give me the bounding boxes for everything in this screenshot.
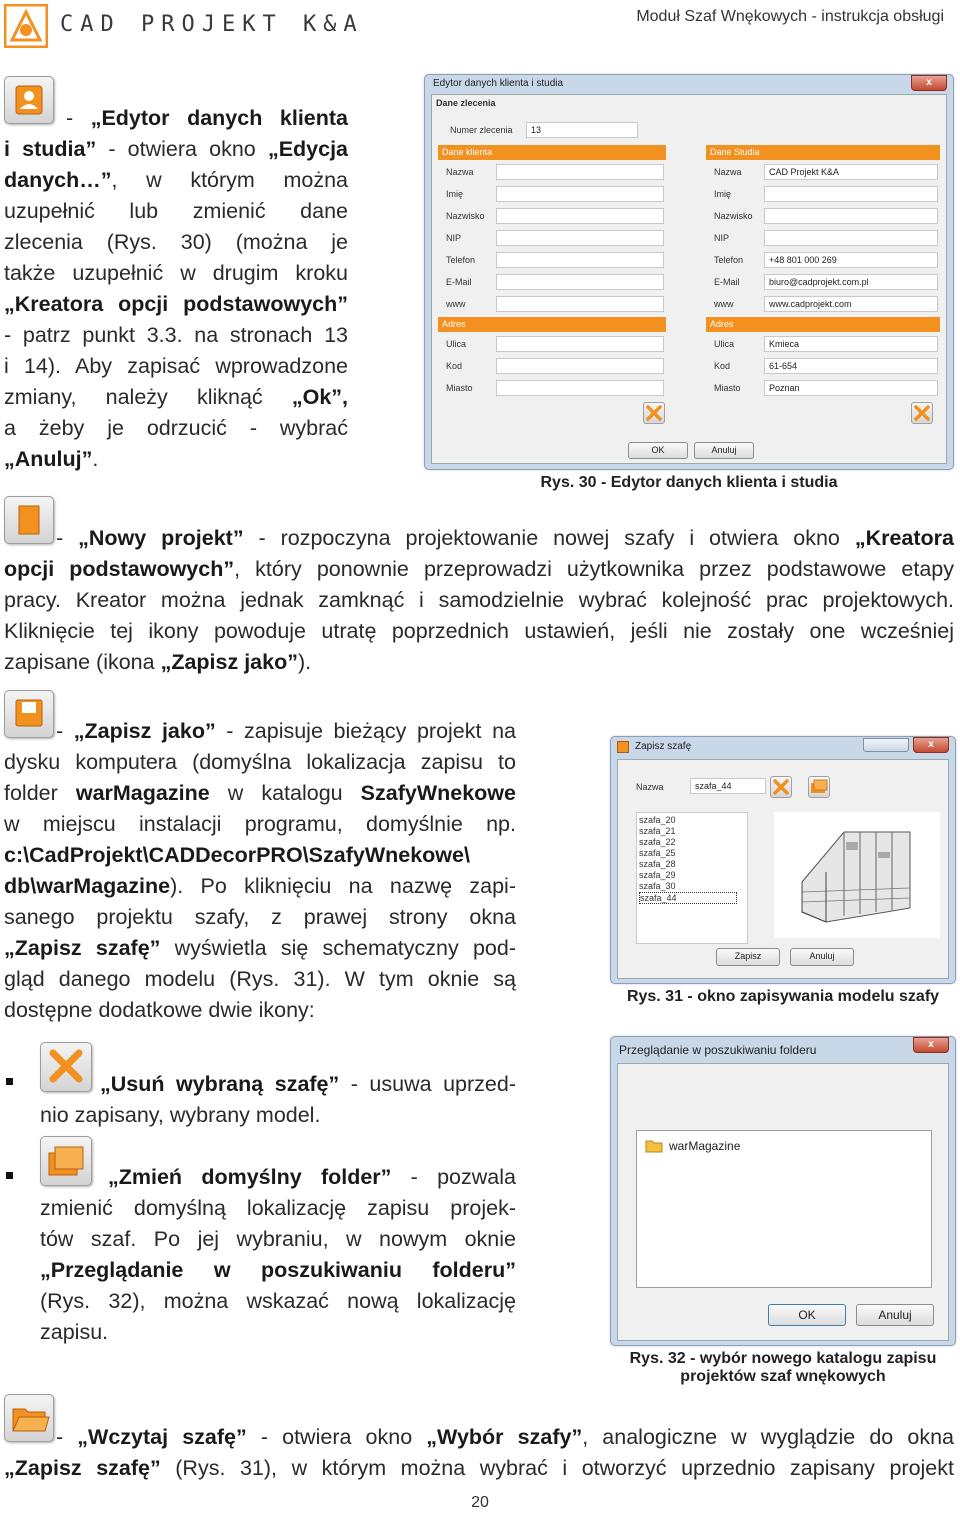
client-zip-input[interactable]: [496, 358, 664, 374]
list-item[interactable]: szafa_20: [639, 815, 676, 825]
studio-street-label: Ulica: [714, 339, 735, 349]
studio-firstname-label: Imię: [714, 189, 732, 199]
client-editor-paragraph: - „Edytor danych klienta i studia” - otwiera okno „Edycja danych…”, w którym można uzupełnić lub zmienić dane zlecenia (Rys. 30) (można je także uzupełnić w drugim kroku „Kreatora opcji podstawowych” - patrz punkt 3.3. na stronach 13 i 14). Aby zapisać wprowadzone zmiany, należy kliknąć „Ok”, a żeby je odrzucić - wybrać „Anuluj”.: [4, 106, 349, 471]
studio-name-label: Nazwa: [714, 167, 742, 177]
brand-name: CAD PROJEKT K&A: [60, 12, 364, 37]
change-folder-paragraph: „Zmień domyślny folder” - pozwala zmienić domyślną lokalizację zapisu projek- tów szaf. Po jej wybraniu, w nowym oknie „Przeglądanie w poszukiwaniu folderu” (Rys. 32), można wskazać nową lokalizację zapisu.: [40, 1165, 516, 1344]
list-item[interactable]: szafa_30: [639, 881, 676, 891]
clear-icon: [912, 403, 932, 423]
client-email-input[interactable]: [496, 274, 664, 290]
browse-folder-window: [610, 1036, 956, 1346]
client-name-label: Nazwa: [446, 167, 474, 177]
delete-icon: [771, 777, 791, 797]
cancel-button[interactable]: Anuluj: [790, 948, 854, 966]
studio-email-label: E-Mail: [714, 277, 740, 287]
studio-www-input[interactable]: www.cadprojekt.com: [764, 296, 938, 312]
studio-street-input[interactable]: Kmieca: [764, 336, 938, 352]
list-item[interactable]: szafa_21: [639, 826, 676, 836]
studio-surname-label: Nazwisko: [714, 211, 753, 221]
cancel-button[interactable]: Anuluj: [856, 1304, 934, 1326]
delete-wardrobe-paragraph: „Usuń wybraną szafę” - usuwa uprzed- nio zapisany, wybrany model.: [40, 1072, 516, 1127]
client-city-label: Miasto: [446, 383, 473, 393]
client-phone-label: Telefon: [446, 255, 476, 265]
window-app-icon: [617, 741, 629, 753]
studio-zip-label: Kod: [714, 361, 731, 371]
window-title: Zapisz szafę: [635, 741, 692, 752]
folder-icon: [809, 777, 829, 797]
document-title: Moduł Szaf Wnękowych - instrukcja obsługi: [636, 8, 944, 25]
figure-32-caption: Rys. 32 - wybór nowego katalogu zapisu projektów szaf wnękowych: [629, 1350, 937, 1385]
list-item-selected[interactable]: szafa_44: [639, 892, 737, 904]
close-button[interactable]: x: [911, 75, 947, 91]
client-nip-input[interactable]: [496, 230, 664, 246]
save-button[interactable]: Zapisz: [716, 948, 780, 966]
window-title: Przeglądanie w poszukiwaniu folderu: [619, 1043, 817, 1057]
client-street-label: Ulica: [446, 339, 467, 349]
studio-address-header: Adres: [706, 317, 940, 332]
client-phone-input[interactable]: [496, 252, 664, 268]
save-as-paragraph: - „Zapisz jako” - zapisuje bieżący projekt na dysku komputera (domyślna lokalizacja zapisu to folder warMagazine w katalogu SzafyWnekowe w miejscu instalacji programu, domyślnie np. c:\CadProjekt\CADDecorPRO\SzafyWnekowe\ db\warMagazine). Po kliknięciu na nazwę zapi- sanego projektu szafy, z prawej strony okna „Zapisz szafę” wyświetla się schematyczny pod- gląd danego modelu (Rys. 31). W tym oknie są dostępne dodatkowe dwie ikony:: [4, 719, 516, 1022]
studio-name-input[interactable]: CAD Projekt K&A: [764, 164, 938, 180]
close-button[interactable]: x: [913, 1037, 949, 1053]
window-body: [431, 94, 947, 464]
studio-city-label: Miasto: [714, 383, 741, 393]
figure-30-caption: Rys. 30 - Edytor danych klienta i studia: [540, 474, 838, 491]
list-item[interactable]: szafa_25: [639, 848, 676, 858]
page-number: 20: [471, 1494, 489, 1511]
window-body: [617, 759, 949, 979]
studio-phone-label: Telefon: [714, 255, 744, 265]
list-item[interactable]: szafa_29: [639, 870, 676, 880]
window-controls[interactable]: [863, 738, 909, 752]
list-item[interactable]: szafa_22: [639, 837, 676, 847]
clear-studio-button[interactable]: [911, 402, 933, 424]
window-body: [617, 1063, 949, 1341]
folder-tree[interactable]: [636, 1130, 932, 1288]
client-section-header: Dane klienta: [438, 145, 666, 160]
list-item[interactable]: szafa_28: [639, 859, 676, 869]
folder-icon: [645, 1139, 663, 1158]
client-address-header: Adres: [438, 317, 666, 332]
company-logo: [4, 4, 48, 48]
client-email-label: E-Mail: [446, 277, 472, 287]
client-nip-label: NIP: [446, 233, 462, 243]
client-name-input[interactable]: [496, 164, 664, 180]
wardrobe-preview-image: [774, 812, 940, 938]
wardrobe-preview: [774, 812, 940, 938]
studio-www-label: www: [714, 299, 734, 309]
studio-city-input[interactable]: Poznan: [764, 380, 938, 396]
clear-icon: [644, 403, 664, 423]
studio-nip-input[interactable]: [764, 230, 938, 246]
figure-31-caption: Rys. 31 - okno zapisywania modelu szafy: [626, 988, 940, 1005]
client-www-label: www: [446, 299, 466, 309]
client-city-input[interactable]: [496, 380, 664, 396]
client-surname-label: Nazwisko: [446, 211, 485, 221]
order-number-input[interactable]: 13: [526, 122, 638, 138]
close-button[interactable]: x: [913, 737, 949, 753]
name-input[interactable]: szafa_44: [690, 778, 766, 794]
client-surname-input[interactable]: [496, 208, 664, 224]
save-wardrobe-window: [610, 736, 956, 984]
bullet-marker: [6, 1172, 13, 1179]
client-www-input[interactable]: [496, 296, 664, 312]
new-project-paragraph: - „Nowy projekt” - rozpoczyna projektowanie nowej szafy i otwiera okno „Kreatora opcji podstawowych”, który ponownie przeprowadzi użytkownika przez podstawowe etapy pracy. Kreator można jednak zamknąć i samodzielnie wybrać kolejność prac projektowych. Kliknięcie tej ikony powoduje utratę poprzednich ustawień, jeśli nie zostały one wcześniej zapisane (ikona „Zapisz jako”).: [4, 526, 955, 674]
ok-button[interactable]: OK: [628, 442, 688, 459]
order-number-label: Numer zlecenia: [450, 125, 513, 135]
folder-tree-item[interactable]: warMagazine: [669, 1139, 741, 1153]
studio-nip-label: NIP: [714, 233, 730, 243]
client-firstname-input[interactable]: [496, 186, 664, 202]
client-editor-window: [424, 74, 954, 470]
client-zip-label: Kod: [446, 361, 463, 371]
name-label: Nazwa: [636, 782, 664, 792]
studio-surname-input[interactable]: [764, 208, 938, 224]
change-folder-button[interactable]: [808, 776, 830, 798]
studio-section-header: Dane Studia: [706, 145, 940, 160]
studio-zip-input[interactable]: 61-654: [764, 358, 938, 374]
load-wardrobe-paragraph: - „Wczytaj szafę” - otwiera okno „Wybór szafy”, analogiczne w wyglądzie do okna „Zapisz szafę” (Rys. 31), w którym można wybrać i otworzyć uprzednio zapisany projekt: [4, 1425, 954, 1480]
delete-wardrobe-button[interactable]: [770, 776, 792, 798]
window-title: Edytor danych klienta i studia: [433, 78, 564, 89]
group-label: Dane zlecenia: [436, 98, 496, 108]
cancel-button[interactable]: Anuluj: [694, 442, 754, 459]
studio-email-input[interactable]: biuro@cadprojekt.com.pl: [764, 274, 938, 290]
clear-client-button[interactable]: [643, 402, 665, 424]
wardrobe-list[interactable]: [636, 812, 748, 944]
bullet-marker: [6, 1078, 13, 1085]
client-street-input[interactable]: [496, 336, 664, 352]
studio-firstname-input[interactable]: [764, 186, 938, 202]
client-firstname-label: Imię: [446, 189, 464, 199]
studio-phone-input[interactable]: +48 801 000 269: [764, 252, 938, 268]
ok-button[interactable]: OK: [768, 1304, 846, 1326]
